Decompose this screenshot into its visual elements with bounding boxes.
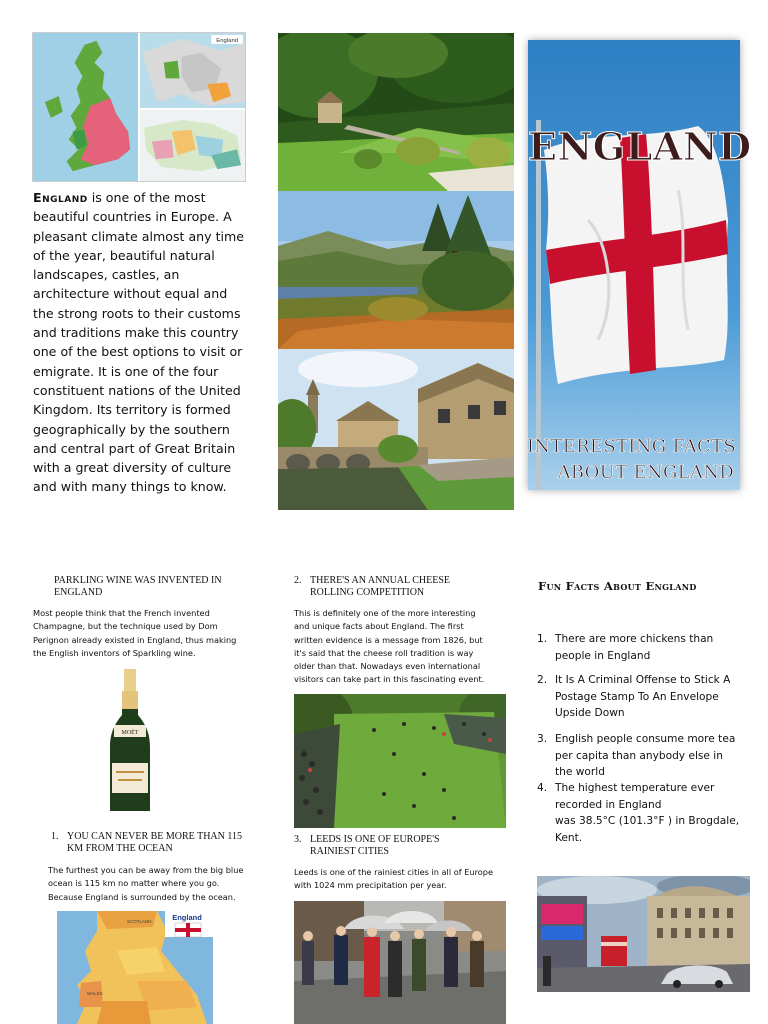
cover-panel [526,40,752,490]
cover-title: ENGLAND [528,124,752,169]
flag-photo [528,40,752,490]
uk-maps-image [32,32,246,182]
wine-text: Most people think that the French invented Champagne, but the technique used by Dom Perignon already existed in England, thus making the English inventors of Sparkling wine. [33,608,237,658]
cotswold-village-photo [278,349,514,510]
intro-text: is one of the most beautiful countries in Europe. A pleasant climate almost any time of the year, beautiful natural landscapes, castles, an architecture without equal and the strong roots to their customs and traditions make this country one of the best options to visit or emigrate. It is one of the four constituent nations of the United Kingdom. Its territory is formed geographically by the southern and central part of Great Britain with a great diversity of culture and with many things to know. [33,190,245,495]
fun-fact-item: 1. There are more chickens than people in England [537,633,714,662]
london-street-photo [537,876,750,992]
ocean-heading: 1. YOU CAN NEVER BE MORE THAN 115 KM FROM THE OCEAN [51,831,242,854]
cover-subtitle-line1: INTERESTING FACTS [526,436,736,457]
fun-fact-item: 4. The highest temperature ever recorded in England was 38.5°C (101.3°F ) in Brogdale, Kent. [537,782,740,844]
scotland-label: SCOTLAND [127,919,152,924]
intro-lead: England [33,190,88,205]
cheese-heading: 2. THERE'S AN ANNUAL CHEESE ROLLING COMPETITION [294,575,451,598]
map-label-england: England [216,37,239,44]
leeds-text: Leeds is one of the rainiest cities in all of Europe with 1024 mm precipitation per year. [294,867,493,891]
england-counties-map [57,911,213,1024]
garden-photo [278,33,514,191]
wales-label: WALES [87,991,103,996]
leeds-heading: 3. LEEDS IS ONE OF EUROPE'S RAINIEST CITIES [294,834,440,857]
leeds-rain-photo [294,901,506,1024]
intro-paragraph [33,188,251,497]
cover-subtitle-line2: ABOUT ENGLAND [557,462,734,483]
bottle-label: MOËT [121,730,139,736]
cheese-rolling-photo [294,694,506,828]
fun-fact-item: 2. It Is A Criminal Offense to Stick A Postage Stamp To An Envelope Upside Down [537,674,731,719]
fun-fact-item: 3. English people consume more tea per capita than anybody else in the world [537,733,736,778]
england-map-label: England [172,913,202,922]
fun-facts-title: Fun Facts About England [538,579,697,593]
lake-landscape-photo [278,191,514,349]
wine-heading: PARKLING WINE WAS INVENTED IN ENGLAND [54,575,222,598]
cheese-text: This is definitely one of the more interesting and unique facts about England. The first written evidence is a message from 1826, but it's said that the cheese roll tradition is way older than that. Nowadays even international visitors can take part in this fascinating event. [294,608,485,685]
ocean-text: The furthest you can be away from the big blue ocean is 115 km no matter where you go. Because England is surrounded by the ocean. [48,865,244,902]
champagne-bottle-image [100,665,160,817]
